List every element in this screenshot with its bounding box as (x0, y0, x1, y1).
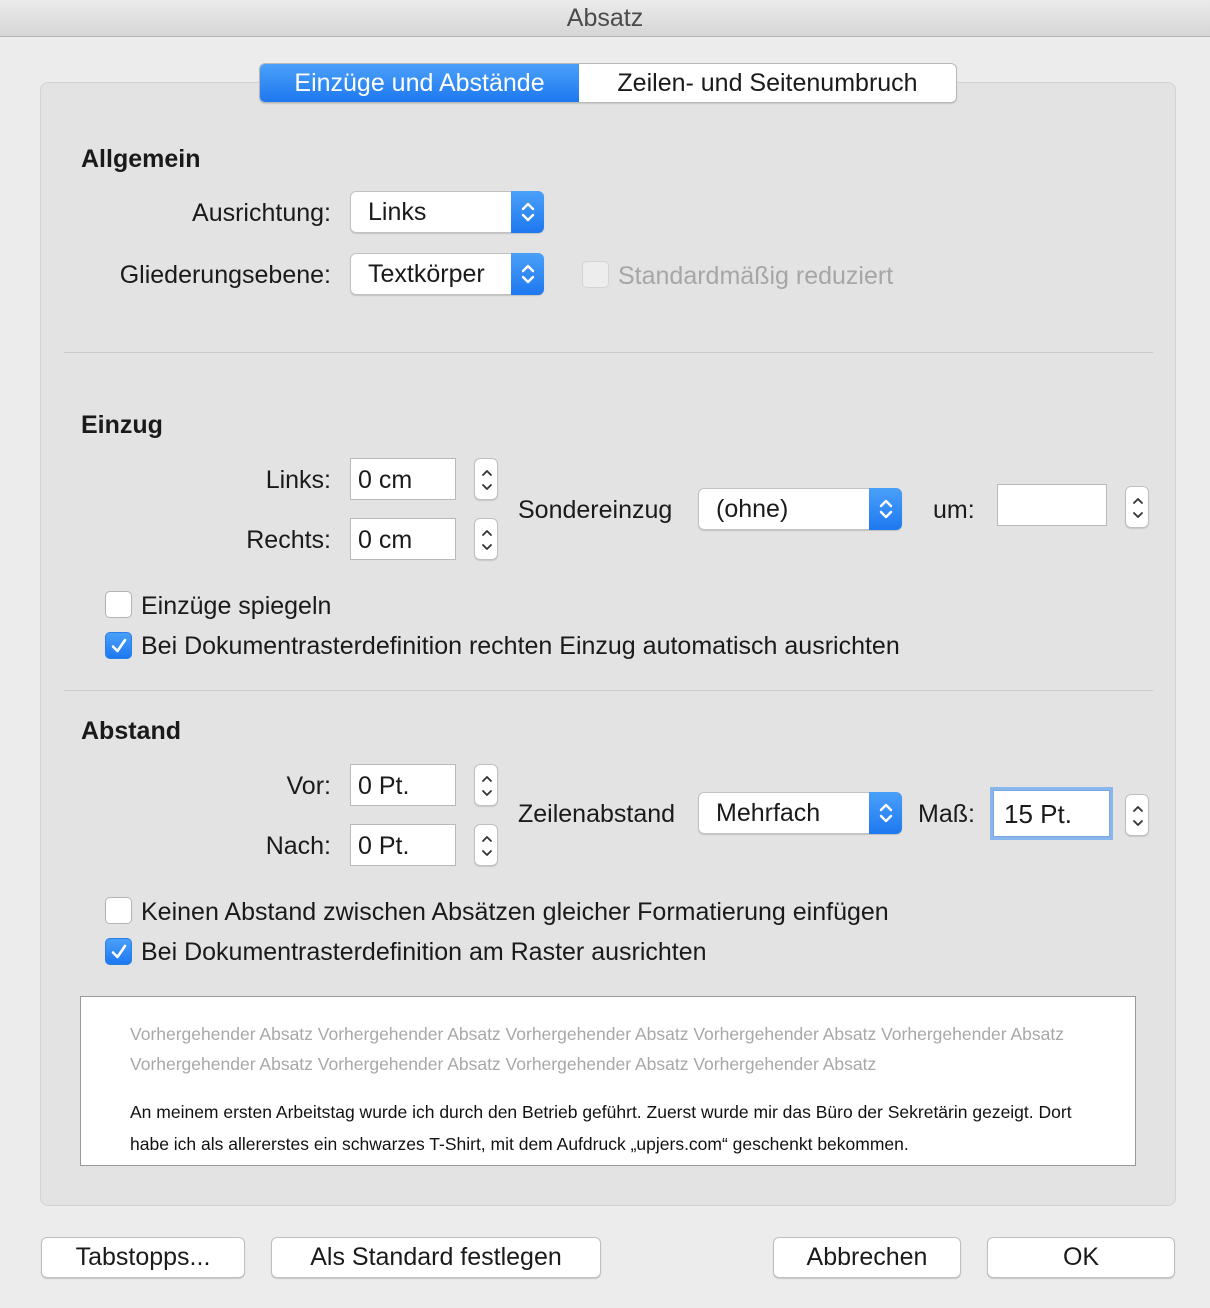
abstand-raster-checkbox[interactable] (105, 938, 132, 965)
standardmaessig-reduziert-label: Standardmäßig reduziert (618, 262, 894, 290)
gliederungsebene-value: Textkörper (368, 260, 485, 288)
tab-zeilen-und-seitenumbruch[interactable]: Zeilen- und Seitenumbruch (617, 69, 918, 97)
popup-arrows-icon (511, 191, 544, 233)
divider (64, 352, 1153, 353)
als-standard-festlegen-button[interactable]: Als Standard festlegen (271, 1237, 601, 1278)
um-label: um: (933, 496, 975, 524)
abstand-nach-field[interactable]: 0 Pt. (350, 824, 456, 866)
popup-arrows-icon (869, 792, 902, 834)
preview-previous-paragraph: Vorhergehender Absatz Vorhergehender Absatz Vorhergehender Absatz Vorhergehender Absatz Vorhergehender Absatz Vorhergehender Absatz Vorhergehender Absatz Vorhergehender Absatz Vorhergehender Absatz (130, 1024, 1065, 1074)
abstand-vor-field[interactable]: 0 Pt. (350, 764, 456, 806)
paragraph-preview (80, 996, 1136, 1166)
abbrechen-button[interactable]: Abbrechen (773, 1237, 961, 1278)
zeilenabstand-popup[interactable] (698, 792, 902, 834)
abstand-raster-label: Bei Dokumentrasterdefinition am Raster ausrichten (141, 938, 707, 966)
tab-bar (259, 63, 957, 103)
standardmaessig-reduziert-checkbox (582, 261, 609, 288)
divider (64, 690, 1153, 691)
ausrichtung-popup[interactable] (350, 191, 544, 233)
popup-arrows-icon (511, 253, 544, 295)
section-title-einzug: Einzug (81, 411, 163, 439)
sondereinzug-value: (ohne) (716, 495, 789, 523)
um-stepper[interactable] (1125, 486, 1149, 528)
um-field[interactable] (997, 484, 1107, 526)
einzug-rechts-field[interactable]: 0 cm (350, 518, 456, 560)
checkmark-icon (109, 942, 129, 962)
einzuege-spiegeln-checkbox[interactable] (105, 591, 132, 618)
mass-stepper[interactable] (1125, 794, 1149, 836)
section-title-abstand: Abstand (81, 717, 181, 745)
zeilenabstand-label: Zeilenabstand (518, 800, 676, 828)
einzug-raster-label: Bei Dokumentrasterdefinition rechten Einzug automatisch ausrichten (141, 632, 900, 660)
gliederungsebene-popup[interactable] (350, 253, 544, 295)
sondereinzug-label: Sondereinzug (518, 496, 673, 524)
window-title: Absatz (566, 4, 644, 32)
gliederungsebene-label: Gliederungsebene: (119, 261, 331, 289)
keinen-abstand-label: Keinen Abstand zwischen Absätzen gleicher Formatierung einfügen (141, 898, 889, 926)
section-title-allgemein: Allgemein (81, 145, 201, 173)
keinen-abstand-checkbox[interactable] (105, 897, 132, 924)
einzug-links-label: Links: (265, 466, 331, 494)
abstand-vor-stepper[interactable] (474, 764, 498, 806)
einzug-rechts-label: Rechts: (246, 526, 331, 554)
popup-arrows-icon (869, 488, 902, 530)
einzug-rechts-stepper[interactable] (474, 518, 498, 560)
mass-label: Maß: (918, 800, 975, 828)
tabstopps-button[interactable]: Tabstopps... (41, 1237, 245, 1278)
ausrichtung-label: Ausrichtung: (192, 199, 331, 227)
window-titlebar (0, 0, 1210, 37)
einzug-links-stepper[interactable] (474, 458, 498, 500)
mass-field[interactable]: 15 Pt. (993, 790, 1110, 837)
einzug-raster-checkbox[interactable] (105, 632, 132, 659)
einzuege-spiegeln-label: Einzüge spiegeln (141, 592, 332, 620)
zeilenabstand-value: Mehrfach (716, 799, 821, 827)
preview-current-paragraph: An meinem ersten Arbeitstag wurde ich durch den Betrieb geführt. Zuerst wurde mir das Büro der Sekretärin gezeigt. Dort habe ich als allererstes ein schwarzes T-Shirt, mit dem Aufdruck „upjers.com“ geschenkt bekommen. (130, 1102, 1072, 1154)
ausrichtung-value: Links (368, 198, 427, 226)
abstand-vor-label: Vor: (286, 772, 331, 800)
sondereinzug-popup[interactable] (698, 488, 902, 530)
tab-einzuege-und-abstaende[interactable]: Einzüge und Abstände (260, 64, 579, 102)
checkmark-icon (109, 636, 129, 656)
einzug-links-field[interactable]: 0 cm (350, 458, 456, 500)
abstand-nach-stepper[interactable] (474, 824, 498, 866)
abstand-nach-label: Nach: (265, 832, 331, 860)
ok-button[interactable]: OK (987, 1237, 1175, 1278)
